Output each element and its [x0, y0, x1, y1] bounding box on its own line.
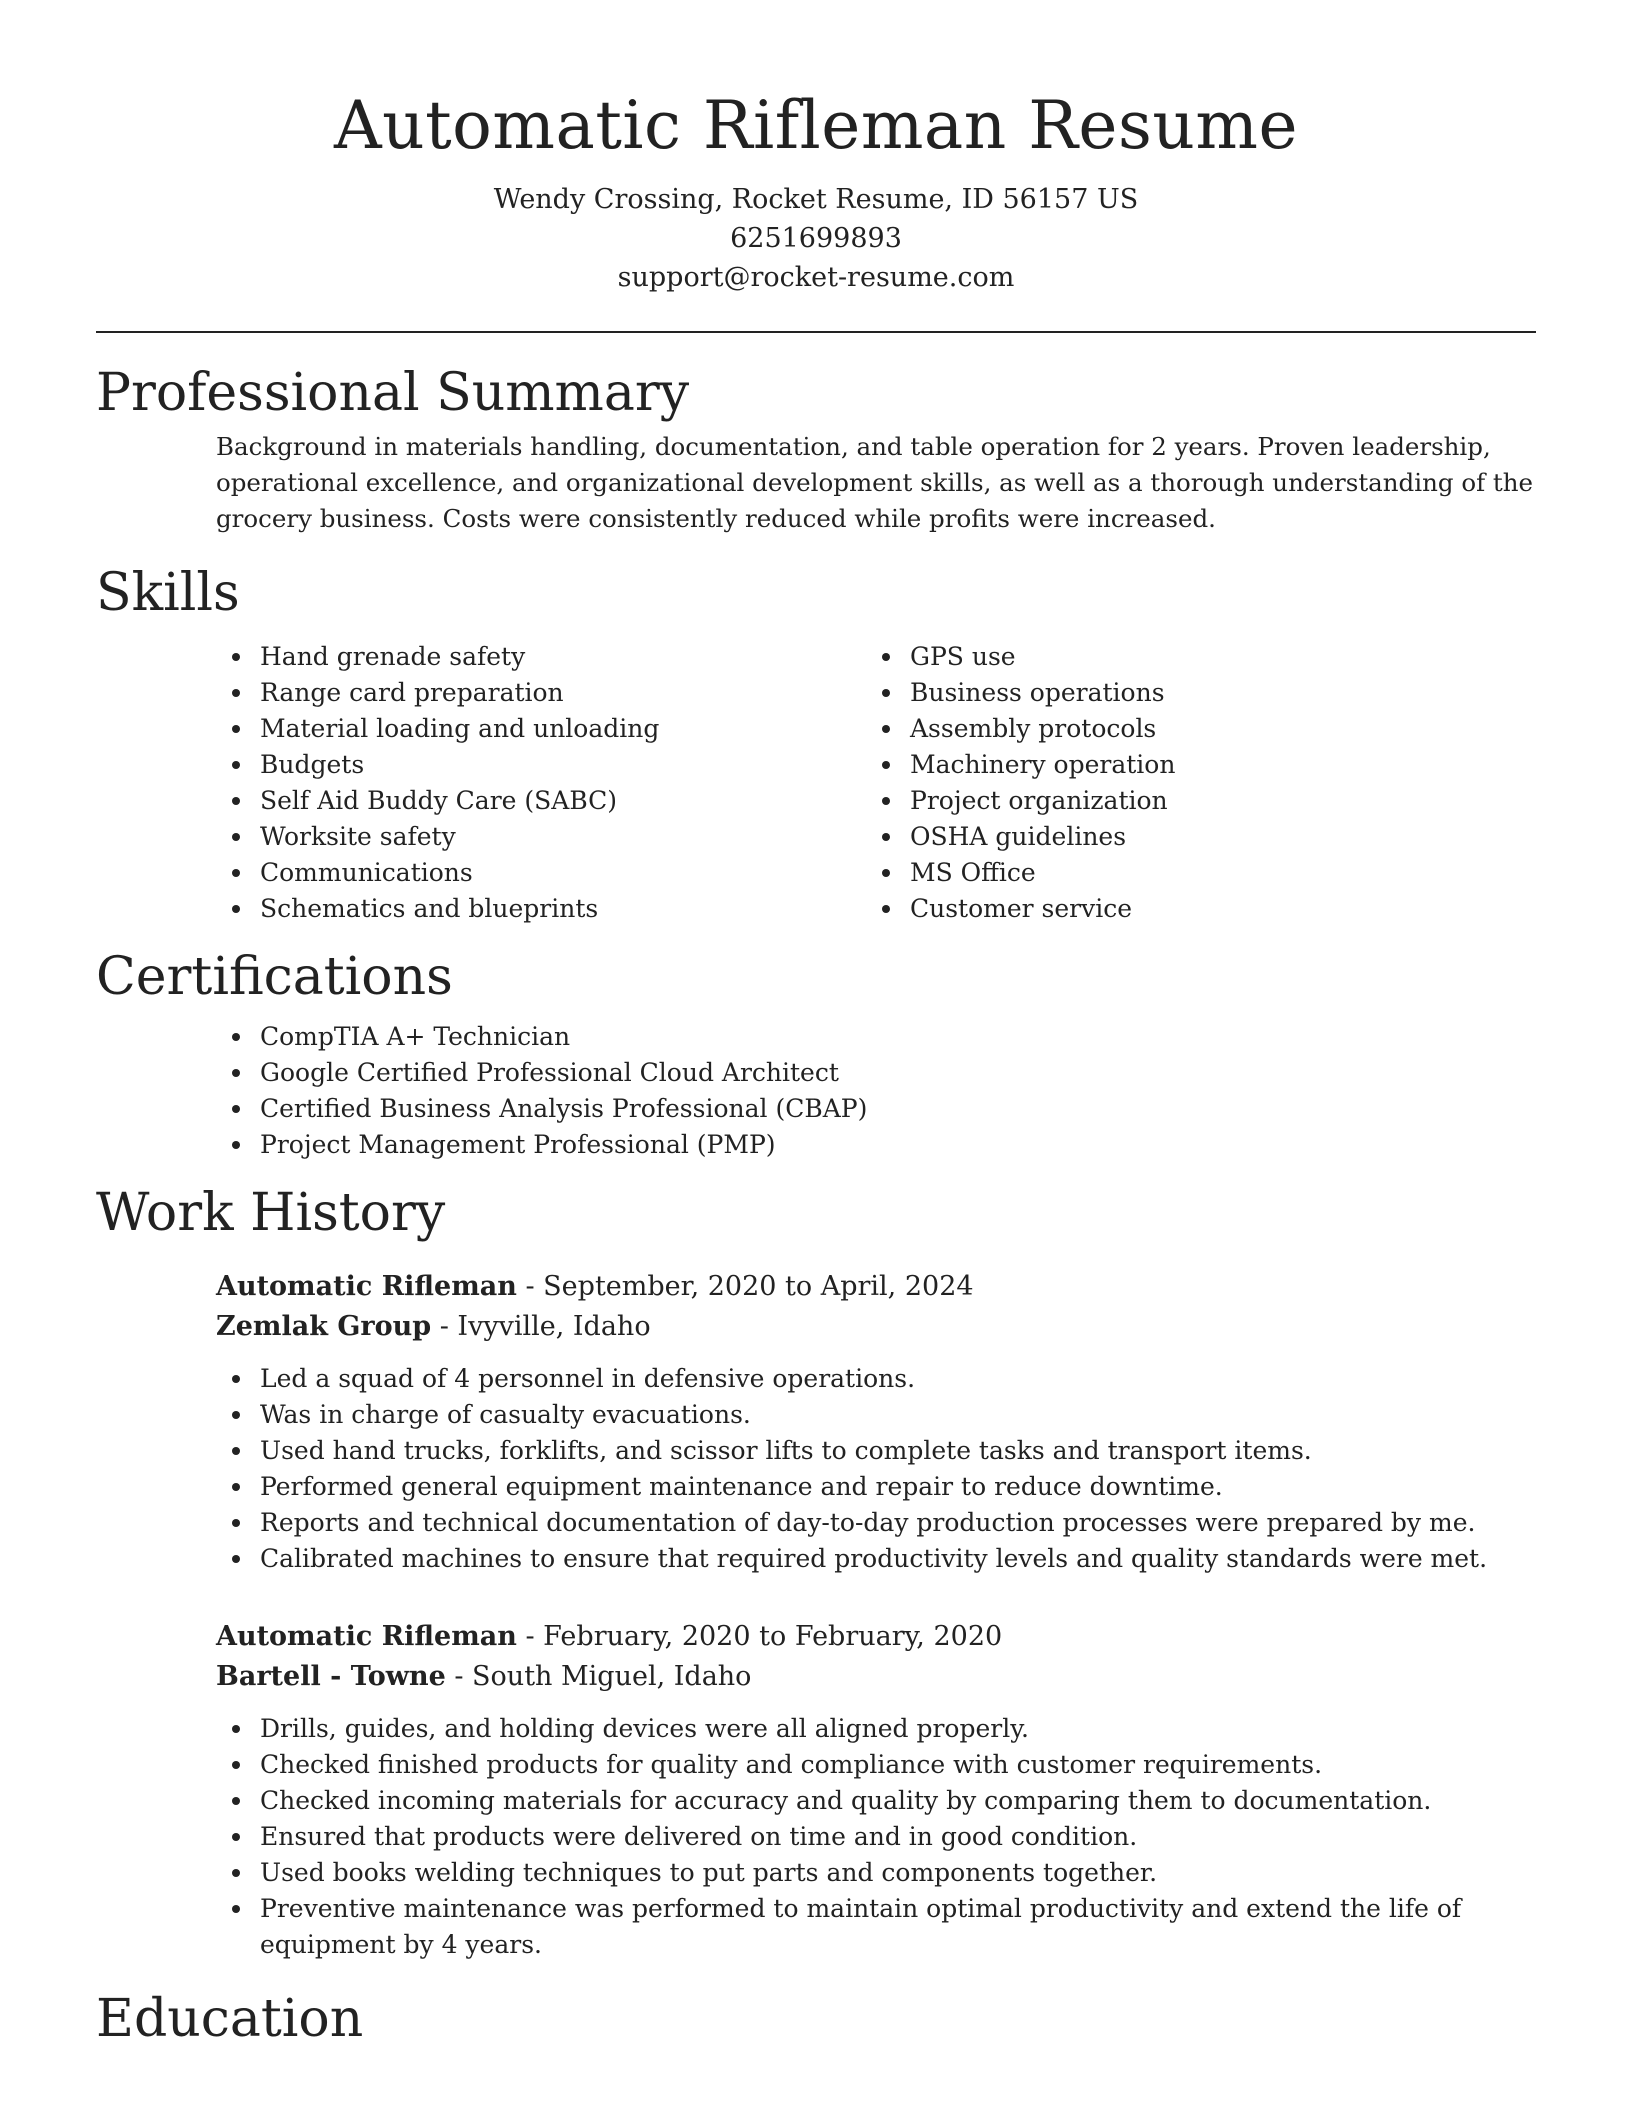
duty-item: Used hand trucks, forklifts, and scissor lifts to complete tasks and transport items. — [260, 1433, 1536, 1469]
skill-item: Self Aid Buddy Care (SABC) — [260, 783, 866, 819]
skill-item: Customer service — [910, 891, 1516, 927]
contact-email: support@rocket-resume.com — [617, 262, 1015, 293]
duty-item: Checked finished products for quality and compliance with customer requirements. — [260, 1747, 1536, 1783]
duty-item: Led a squad of 4 personnel in defensive operations. — [260, 1361, 1536, 1397]
skill-item: Machinery operation — [910, 747, 1516, 783]
contact-phone: 6251699893 — [730, 223, 902, 254]
skill-item: Budgets — [260, 747, 866, 783]
skills-list-left — [216, 639, 866, 927]
skill-item: GPS use — [910, 639, 1516, 675]
summary-heading: Professional Summary — [96, 363, 690, 423]
duty-item: Reports and technical documentation of day-to-day production processes were prepared by me. — [260, 1505, 1536, 1541]
skill-item: Assembly protocols — [910, 711, 1516, 747]
skill-item: Schematics and blueprints — [260, 891, 866, 927]
job-title-line — [216, 1267, 1536, 1307]
duty-item: Ensured that products were delivered on time and in good condition. — [260, 1819, 1536, 1855]
skill-item: MS Office — [910, 855, 1516, 891]
certification-item: Project Management Professional (PMP) — [260, 1127, 1536, 1163]
job-company: Bartell - Towne — [216, 1661, 446, 1692]
duty-item: Calibrated machines to ensure that required productivity levels and quality standards were met. — [260, 1541, 1536, 1577]
certifications-list — [216, 1019, 1536, 1163]
certification-item: CompTIA A+ Technician — [260, 1019, 1536, 1055]
skills-column-left — [216, 639, 866, 927]
job-location: - South Miguel, Idaho — [445, 1661, 752, 1692]
header-divider — [96, 331, 1536, 333]
skills-column-right — [866, 639, 1516, 927]
job-entry — [216, 1267, 1536, 1577]
skills-list-right — [866, 639, 1516, 927]
job-company-line — [216, 1657, 1536, 1697]
certification-item: Certified Business Analysis Professional (CBAP) — [260, 1091, 1536, 1127]
duty-item: Preventive maintenance was performed to maintain optimal productivity and extend the life of equipment by 4 years. — [260, 1891, 1536, 1963]
job-duties-list — [216, 1711, 1536, 1963]
skill-item: Business operations — [910, 675, 1516, 711]
job-company: Zemlak Group — [216, 1311, 432, 1342]
contact-address: Wendy Crossing, Rocket Resume, ID 56157 US — [493, 184, 1139, 215]
skill-item: Communications — [260, 855, 866, 891]
skills-grid — [216, 639, 1536, 927]
job-dates: - February, 2020 to February, 2020 — [516, 1621, 1003, 1652]
job-title: Automatic Rifleman — [216, 1271, 517, 1302]
job-entry — [216, 1617, 1536, 1963]
certifications-heading: Certifications — [96, 947, 453, 1007]
contact-block — [96, 180, 1536, 297]
job-duties — [216, 1711, 1536, 1963]
skill-item: Worksite safety — [260, 819, 866, 855]
duty-item: Checked incoming materials for accuracy and quality by comparing them to documentation. — [260, 1783, 1536, 1819]
work-history-heading: Work History — [96, 1183, 446, 1243]
skill-item: Hand grenade safety — [260, 639, 866, 675]
skill-item: Project organization — [910, 783, 1516, 819]
skill-item: Range card preparation — [260, 675, 866, 711]
job-title: Automatic Rifleman — [216, 1621, 517, 1652]
resume-page — [96, 0, 1536, 2051]
duty-item: Used books welding techniques to put parts and components together. — [260, 1855, 1536, 1891]
job-company-line — [216, 1307, 1536, 1347]
skills-heading: Skills — [96, 563, 240, 623]
skill-item: Material loading and unloading — [260, 711, 866, 747]
duty-item: Was in charge of casualty evacuations. — [260, 1397, 1536, 1433]
summary-text: Background in materials handling, documentation, and table operation for 2 years. Proven leadership, operational excellence, and organizational development skills, as well as a thorough understanding of the grocery business. Costs were consistently reduced while profits were increased. — [216, 432, 1534, 533]
resume-title: Automatic Rifleman Resume — [333, 87, 1299, 164]
job-dates: - September, 2020 to April, 2024 — [516, 1271, 974, 1302]
duty-item: Drills, guides, and holding devices were all aligned properly. — [260, 1711, 1536, 1747]
duty-item: Performed general equipment maintenance and repair to reduce downtime. — [260, 1469, 1536, 1505]
certification-item: Google Certified Professional Cloud Architect — [260, 1055, 1536, 1091]
resume-header — [96, 0, 1536, 297]
job-title-line — [216, 1617, 1536, 1657]
certifications-list-wrapper — [216, 1019, 1536, 1163]
job-duties-list — [216, 1361, 1536, 1577]
job-location: - Ivyville, Idaho — [431, 1311, 651, 1342]
skill-item: OSHA guidelines — [910, 819, 1516, 855]
job-duties — [216, 1361, 1536, 1577]
education-heading: Education — [96, 1989, 364, 2049]
